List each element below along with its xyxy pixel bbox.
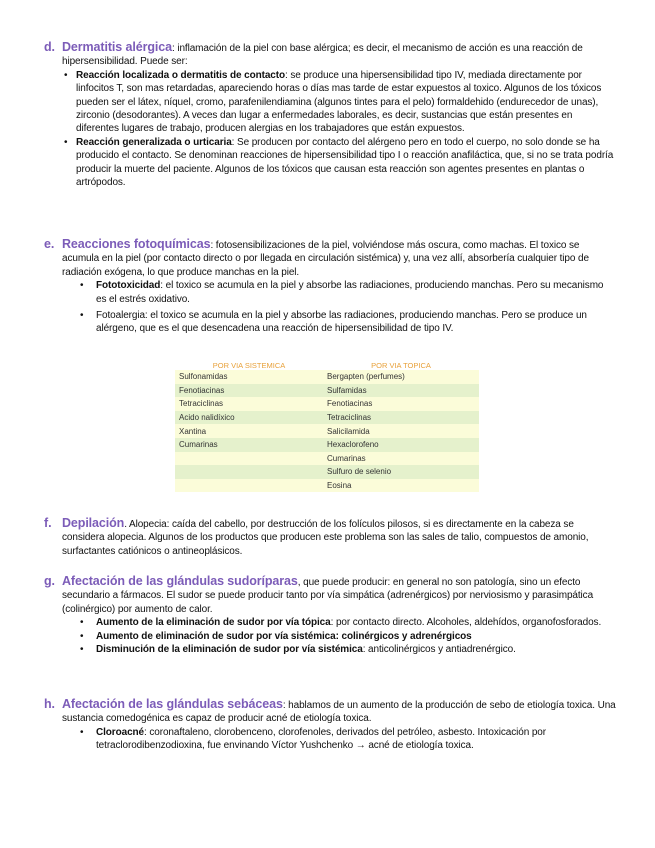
section-g-letter: g. xyxy=(44,574,55,588)
table-cell xyxy=(175,465,323,479)
section-g-list xyxy=(44,616,616,656)
table-row xyxy=(175,397,479,411)
section-h xyxy=(44,698,616,753)
table-cell: Salicilamida xyxy=(323,424,479,438)
table-header-topical: POR VIA TOPICA xyxy=(371,360,431,370)
table-cell: Tetraciclinas xyxy=(175,397,323,411)
table-row xyxy=(175,384,479,398)
section-f-heading xyxy=(44,517,616,558)
table-cell: Tetraciclinas xyxy=(323,411,479,425)
section-d-intro: : inflamación de la piel con base alérgica; es decir, el mecanismo de acción es una reacción de hipersensibilidad. Puede ser: xyxy=(62,43,583,68)
section-g-intro: , que puede producir: en general no son patología, sino un efecto secundario a fármacos. El sudor se puede producir tanto por vía simpática (adrenérgicos) por nerviosismo y parasimpática (colinérgico) por aumento de calor. xyxy=(62,577,594,615)
section-d-heading xyxy=(44,41,616,69)
table-cell: Sulfamidas xyxy=(323,384,479,398)
section-g-heading xyxy=(44,575,616,616)
section-f-title: Depilación xyxy=(62,516,125,530)
section-e-intro: : fotosensibilizaciones de la piel, volviéndose más oscura, como machas. El toxico se acumula en la piel (por contacto directo o por llegada en circulación sistémica) y, una vez allí, absorbería cualquier tipo de radiación exógena, lo que produce manchas en la piel. xyxy=(62,240,589,278)
table-row xyxy=(175,465,479,479)
toxics-table xyxy=(175,360,479,492)
list-item-text: : el toxico se acumula en la piel y absorbe las radiaciones, produciendo manchas. Pero su mecanismo es el estrés oxidativo. xyxy=(96,280,604,305)
table-row xyxy=(175,411,479,425)
table-cell xyxy=(175,479,323,493)
list-item xyxy=(44,726,616,753)
list-item-term: Aumento de eliminación de sudor por vía sistémica: colinérgicos y adrenérgicos xyxy=(96,630,472,642)
section-h-list xyxy=(44,726,616,753)
table-cell: Cumarinas xyxy=(323,452,479,466)
section-d-letter: d. xyxy=(44,40,55,54)
section-f xyxy=(44,517,616,558)
table-cell: Fenotiacinas xyxy=(323,397,479,411)
table-row xyxy=(175,479,479,493)
list-item xyxy=(44,616,616,629)
section-h-title: Afectación de las glándulas sebáceas xyxy=(62,697,283,711)
list-item-term: Fototoxicidad xyxy=(96,280,161,292)
table-header-systemic: POR VIA SISTEMICA xyxy=(212,360,286,370)
table-row xyxy=(175,452,479,466)
table-cell: Sulfonamidas xyxy=(175,370,323,384)
list-item xyxy=(44,309,616,336)
section-d xyxy=(44,41,616,189)
section-g-title: Afectación de las glándulas sudoríparas xyxy=(62,574,298,588)
list-item-term: Disminución de la eliminación de sudor por vía sistémica xyxy=(96,644,363,656)
section-h-letter: h. xyxy=(44,697,55,711)
list-item-text: : anticolinérgicos y antiadrenérgico. xyxy=(362,644,516,656)
section-d-title: Dermatitis alérgica xyxy=(62,40,172,54)
section-f-letter: f. xyxy=(44,516,52,530)
section-e-heading xyxy=(44,238,616,279)
list-item-term: Cloroacné xyxy=(96,726,145,738)
table-row xyxy=(175,424,479,438)
section-e-title: Reacciones fotoquímicas xyxy=(62,237,211,251)
list-item-text: Fotoalergia: el toxico se acumula en la piel y absorbe las radiaciones, produciendo manchas. Pero se produce un alérgeno, que es el que desencadena una reacción de hipersensibilidad de tipo IV. xyxy=(96,310,587,335)
table-cell: Sulfuro de selenio xyxy=(323,465,479,479)
list-item-term: Reacción generalizada o urticaria xyxy=(76,136,232,148)
table-cell: Fenotiacinas xyxy=(175,384,323,398)
table-row xyxy=(175,438,479,452)
section-e xyxy=(44,238,616,336)
list-item xyxy=(44,630,616,643)
section-e-letter: e. xyxy=(44,237,55,251)
list-item xyxy=(44,136,616,190)
list-item xyxy=(44,69,616,136)
list-item-term: Reacción localizada o dermatitis de contacto xyxy=(76,69,285,81)
table-cell xyxy=(175,452,323,466)
section-f-intro: . Alopecia: caída del cabello, por destrucción de los folículos pilosos, si es directamente en la cabeza se considera alopecia. Algunos de los productos que producen este problema son las sales de talio, compuestos de amonio, surfactantes catiónicos o antineoplásicos. xyxy=(62,519,589,557)
section-h-heading xyxy=(44,698,616,726)
list-item xyxy=(44,279,616,306)
table-cell: Acido nalidíxico xyxy=(175,411,323,425)
section-d-list xyxy=(44,69,616,190)
table-cell: Xantina xyxy=(175,424,323,438)
section-e-list xyxy=(44,279,616,336)
list-item-text: : Se producen por contacto del alérgeno pero en todo el cuerpo, no solo donde se ha producido el contacto. Se denominan reacciones de hipersensibilidad tipo I o reacción anafiláctica, que, si no se trata podría producir la muerte del paciente. Algunos de los tóxicos que causan esta reacción son agentes presentes en plantas o artrópodos. xyxy=(76,136,614,189)
list-item-text: : coronaftaleno, clorobenceno, clorofenoles, derivados del petróleo, asbesto. Intoxicación por tetraclorodibenzodioxina, fue envinando Víctor Yushchenko → acné de etiología toxica. xyxy=(96,726,546,752)
table-cell: Hexaclorofeno xyxy=(323,438,479,452)
table-cell: Eosina xyxy=(323,479,479,493)
list-item xyxy=(44,643,616,656)
list-item-text: : por contacto directo. Alcoholes, aldehídos, organofosforados. xyxy=(330,617,602,629)
section-h-intro: : hablamos de un aumento de la producción de sebo de etiología toxica. Una sustancia comedogénica es capaz de producir acné de etiología toxica. xyxy=(62,700,616,725)
table-cell: Bergapten (perfumes) xyxy=(323,370,479,384)
section-g xyxy=(44,575,616,656)
table-row xyxy=(175,370,479,384)
list-item-text: : se produce una hipersensibilidad tipo IV, mediada directamente por linfocitos T, son mas retardadas, apareciendo horas o días mas tarde de estar expuestos al toxico. Algunos de los tóxicos pueden ser el látex, níquel, cromo, parafenilendiamina (algunos tintes para el pelo) formaldehido (endurecedor de unas), zirconio (desodorantes). A veces dan lugar a enfermedades laborales, es decir, sustancias que están presentes en diferentes lugares de trabajo, producen alergias en los trabajadores que están expuestos. xyxy=(76,69,602,135)
table-cell: Cumarinas xyxy=(175,438,323,452)
list-item-term: Aumento de la eliminación de sudor por vía tópica xyxy=(96,617,331,629)
